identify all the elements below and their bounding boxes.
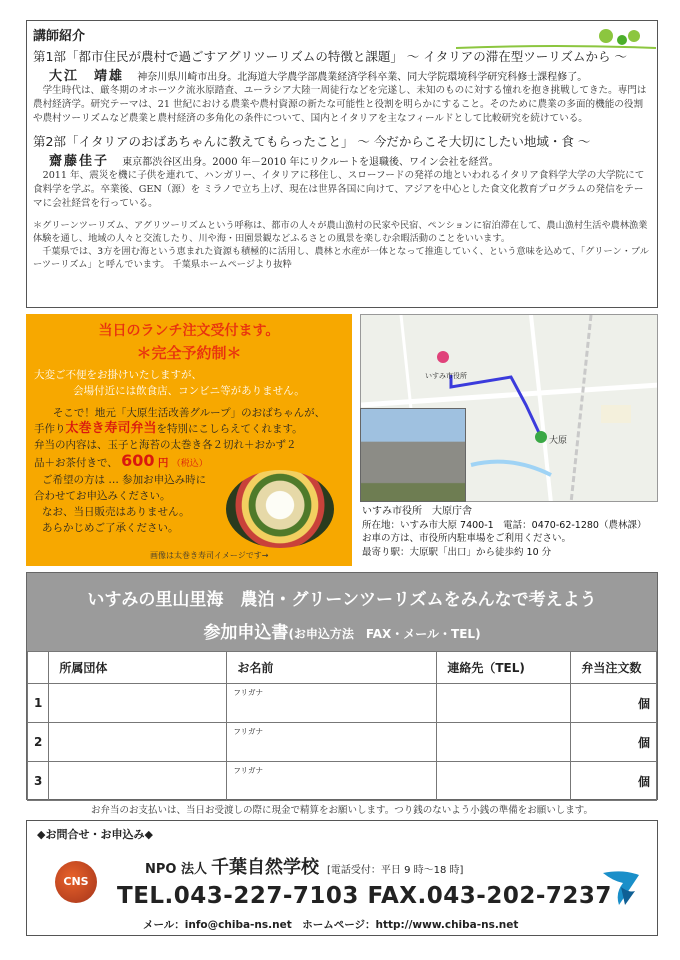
organization-field[interactable] (49, 723, 227, 762)
unit-label: 個 (637, 774, 650, 789)
tel-field[interactable] (437, 684, 571, 723)
lunch-line2: 会場付近には飲食店、コンビニ等がありません。 (73, 385, 305, 397)
application-form (26, 572, 658, 800)
form-subtitle-row (27, 618, 657, 643)
header-num (28, 652, 49, 684)
contact-box (26, 820, 658, 936)
office-name: いすみ市役所 大原庁舎 (362, 506, 472, 517)
lunch-line9: あらかじめご了承ください。 (42, 522, 179, 534)
lunch-line7: 合わせてお申込みください。 (34, 490, 171, 502)
part2-title: 第2部「イタリアのおばあちゃんに教えてもらったこと」 ～ 今だからこそ大切にしたい地域・食 ～ (33, 134, 591, 149)
name-field[interactable] (227, 684, 437, 723)
part1-bio: 学生時代は、厳冬期のオホーツク流氷原踏査、ユーラシア大陸一周徒行などを完遂し、未知のものに対する憧れを抱き挑戦してきた。専門は農村経済学。研究テーマは、21 世紀における農業や農村資源の新たな可能性と役割を明らかにすること。そのために農業の多面的機能の役割や農村ツーリズムなど農業と農村経済の多角化の条件について、国内とイタリアを主なフィールドとして比較研究を続けている。 (33, 85, 647, 124)
part1-profile: 神奈川県川崎市出身。北海道大学農学部農業経済学科卒業、同大学院環境科学研究科修士課程修了。 (137, 72, 588, 83)
lunch-line5-pre: 品＋お茶付きで、 (34, 457, 118, 469)
part2-profile: 東京都渋谷区出身。2000 年－2010 年にリクルートを退職後、ワイン会社を経営。 (122, 157, 499, 168)
form-header (27, 573, 657, 651)
organization-name: 千葉自然学校 (211, 857, 319, 878)
table-row (28, 684, 657, 723)
name-field[interactable] (227, 723, 437, 762)
header-organization: 所属団体 (49, 652, 227, 684)
unit-label: 個 (637, 696, 650, 711)
organization-name-row (145, 853, 463, 879)
tel-field[interactable] (437, 762, 571, 801)
swoosh-logo-icon (599, 865, 643, 909)
payment-note: お弁当のお支払いは、当日お受渡しの際に現金で精算をお願いします。つり銭のないよう小銭の準備をお願いします。 (91, 805, 593, 816)
lunch-line6: ご希望の方は … 参加お申込み時に (42, 474, 207, 486)
furigana-label: フリガナ (233, 688, 263, 697)
lunch-line3b-pre: 手作り (34, 423, 66, 435)
row-number: 2 (28, 723, 49, 762)
form-subtitle-note: (お申込方法 FAX・メール・TEL) (288, 627, 481, 641)
form-subtitle: 参加申込書 (203, 623, 289, 643)
furigana-label: フリガナ (233, 727, 263, 736)
part1-name: 大江 靖雄 (49, 69, 125, 84)
lecturer-heading: 講師紹介 (33, 29, 86, 44)
lunch-subtitle: ＊完全予約制＊ (136, 344, 242, 362)
lunch-line1: 大変ご不便をお掛けいたしますが、 (34, 369, 202, 381)
bento-count-field[interactable] (571, 762, 657, 801)
contact-title: ◆お問合せ・お申込み◆ (37, 828, 153, 841)
sushi-image-caption: 画像は太巻き寿司イメージです→ (150, 551, 269, 560)
bento-count-field[interactable] (571, 723, 657, 762)
fax-number: FAX.043-202-7237 (367, 883, 612, 909)
organization-field[interactable] (49, 684, 227, 723)
lunch-bento-name: 太巻き寿司弁当 (65, 421, 157, 436)
lunch-line5 (34, 453, 344, 472)
bento-count-field[interactable] (571, 684, 657, 723)
header-bento-count: 弁当注文数 (571, 652, 657, 684)
lunch-line3b (34, 421, 344, 437)
form-title: いすみの里山里海 農泊・グリーンツーリズムをみんなで考えよう (87, 590, 597, 610)
lunch-price-unit: 円 (157, 457, 169, 469)
chiba-note: 千葉県では、3方を囲む海という恵まれた資源も積極的に活用し、農林と水産が一体となって推進していく、という意味を込めて、「グリーン・ブルーツーリズム」と呼んでいます。 千葉県ホームページより抜粋 (33, 246, 649, 270)
cns-logo-icon: CNS (55, 861, 97, 903)
email-homepage[interactable]: メール：info@chiba-ns.net ホームページ：http://www.chiba-ns.net (143, 919, 519, 931)
header-name: お名前 (227, 652, 437, 684)
unit-label: 個 (637, 735, 650, 750)
lunch-line3b-post: を特別にこしらえてくれます。 (156, 423, 303, 435)
name-field[interactable] (227, 762, 437, 801)
office-info (362, 505, 658, 559)
lunch-tax: （税込） (171, 459, 208, 469)
part1-title: 第1部「都市住民が農村で過ごすアグリツーリズムの特徴と課題」 ～ イタリアの滞在型ツーリズムから ～ (33, 49, 628, 64)
row-number: 3 (28, 762, 49, 801)
city-hall-photo (360, 408, 466, 502)
office-station: 最寄り駅：大原駅「出口」から徒歩約 10 分 (362, 546, 552, 558)
phone-fax-row (117, 883, 612, 909)
header-contact: 連絡先（TEL) (437, 652, 571, 684)
tel-field[interactable] (437, 723, 571, 762)
part1-name-row (49, 65, 651, 84)
phone-hours: [電話受付：平日 9 時～18 時] (327, 865, 464, 876)
leaf-decoration-icon (456, 26, 656, 52)
lunch-price: 600 (121, 451, 155, 470)
table-row (28, 762, 657, 801)
lecturer-section (26, 20, 658, 308)
map-hall-label: いすみ市役所 (425, 372, 467, 380)
application-table (27, 651, 657, 801)
npo-label: NPO 法人 (145, 862, 207, 877)
furigana-label: フリガナ (233, 766, 263, 775)
part2-bio: 2011 年、震災を機に子供を連れて、ハンガリー、イタリアに移住し、スローフードの発祥の地といわれるイタリア食料学大学の大学院にて食料学を学ぶ。卒業後、GEN（源）を ミラノで立ち上げ、現在は世界各国に向けて、アジアを中心とした食文化教育プログラムの発信をテーマに会社経営を行っている。 (33, 170, 645, 209)
table-row (28, 723, 657, 762)
organization-field[interactable] (49, 762, 227, 801)
tourism-note: ＊グリーンツーリズム、アグリツーリズムという呼称は、都市の人々が農山漁村の民家や民宿、ペンションに宿泊滞在して、農山漁村生活や農林漁業体験を通し、地域の人々と交流したり、川や海・田園景観などふるさとの風景を楽しむ余暇活動のことをいいます。 (33, 220, 648, 244)
sushi-image (226, 470, 334, 548)
map-station-label: 大原 (549, 436, 568, 446)
tel-number[interactable]: TEL.043-227-7103 (117, 883, 359, 909)
lunch-line3a: そこで！地元「大原生活改善グループ」のおばちゃんが、 (52, 407, 326, 419)
office-parking: お車の方は、市役所内駐車場をご利用ください。 (362, 533, 572, 544)
lunch-title: 当日のランチ注文受付ます。 (98, 323, 280, 339)
lunch-line4: 弁当の内容は、玉子と海苔の太巻き各２切れ＋おかず２ (34, 439, 297, 451)
office-address: 所在地：いすみ市大原 7400-1 電話：0470-62-1280（農林課） (362, 519, 647, 531)
part2-name: 齋藤佳子 (49, 154, 110, 169)
row-number: 1 (28, 684, 49, 723)
part2-name-row (49, 150, 651, 169)
lunch-line8: なお、当日販売はありません。 (42, 506, 190, 518)
table-header-row (28, 652, 657, 684)
